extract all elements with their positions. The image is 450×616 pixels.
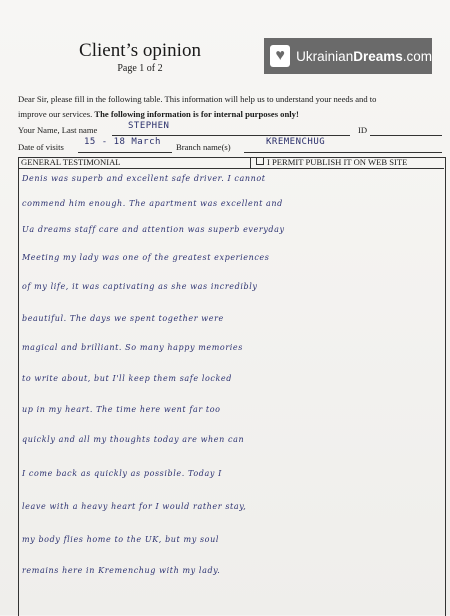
testimonial-line: Ua dreams staff care and attention was superb everyday [22, 225, 285, 234]
brand-logo [264, 38, 432, 74]
testimonial-line: up in my heart. The time here went far too [22, 405, 221, 414]
testimonial-line: Denis was superb and excellent safe driver. I cannot [22, 174, 266, 183]
intro-line-2: improve our services. The following information is for internal purposes only! [18, 109, 299, 119]
testimonial-line: leave with a heavy heart for I would rather stay, [22, 502, 247, 511]
id-label: ID [358, 125, 368, 135]
id-line[interactable] [370, 135, 442, 136]
intro-text [18, 92, 434, 122]
testimonial-line: commend him enough. The apartment was excellent and [22, 199, 283, 208]
testimonial-line: quickly and all my thoughts today are when can [22, 435, 245, 444]
testimonial-line: magical and brilliant. So many happy memories [22, 343, 243, 352]
brand-name: UkrainianDreams.com [296, 48, 432, 64]
name-value[interactable]: STEPHEN [128, 121, 170, 131]
testimonial-header [18, 157, 444, 169]
testimonial-heading: GENERAL TESTIMONIAL [21, 157, 121, 167]
branch-value[interactable]: KREMENCHUG [266, 137, 326, 147]
publish-checkbox[interactable] [256, 157, 264, 165]
header-divider [250, 157, 251, 168]
branch-line [244, 152, 442, 153]
testimonial-line: I come back as quickly as possible. Today I [22, 469, 222, 478]
heart-icon: ♥ [270, 45, 290, 67]
testimonial-line: remains here in Kremenchug with my lady. [22, 566, 221, 575]
testimonial-line: Meeting my lady was one of the greatest experiences [22, 253, 270, 262]
date-value[interactable]: 15 - 18 March [84, 137, 161, 147]
testimonial-line: my body flies home to the UK, but my soul [22, 535, 219, 544]
publish-permission[interactable]: I PERMIT PUBLISH IT ON WEB SITE [256, 157, 407, 167]
testimonial-line: beautiful. The days we spent together were [22, 314, 224, 323]
branch-label: Branch name(s) [176, 142, 231, 152]
name-line [112, 135, 350, 136]
page-number: Page 1 of 2 [117, 63, 163, 74]
testimonial-line: to write about, but I'll keep them safe locked [22, 374, 232, 383]
testimonial-line: of my life, it was captivating as she was incredibly [22, 282, 258, 291]
name-label: Your Name, Last name [18, 125, 98, 135]
date-line [78, 152, 172, 153]
page-title: Client’s opinion [79, 40, 201, 61]
date-label: Date of visits [18, 142, 64, 152]
intro-line-1: Dear Sir, please fill in the following table. This information will help us to understand your needs and to [18, 94, 377, 104]
